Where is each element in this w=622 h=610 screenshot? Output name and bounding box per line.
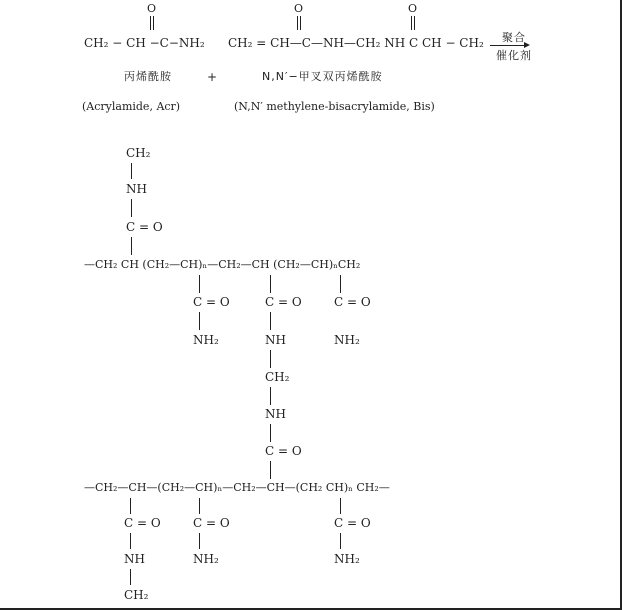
bond-line — [130, 498, 131, 514]
bond-line — [270, 312, 271, 330]
bridge-nh: NH — [265, 407, 286, 421]
lower-amine-c: NH₂ — [334, 552, 360, 566]
bond-line — [340, 275, 341, 293]
upper-amide-carbonyl-a: C = O — [193, 295, 230, 309]
bis-carbonyl-oxygen-left: O — [294, 2, 304, 15]
acr-double-bond-line — [150, 16, 151, 30]
acrylamide-formula: CH₂ − CH −C−NH₂ — [84, 36, 205, 50]
bond-line — [130, 569, 131, 585]
bis-double-bond-line — [300, 16, 301, 30]
bond-line — [199, 312, 200, 330]
upper-imine-b: NH — [265, 333, 286, 347]
bridge-carbonyl: C = O — [265, 444, 302, 458]
bisacrylamide-formula: CH₂ = CH—C—NH—CH₂ NH C CH − CH₂ — [228, 36, 484, 50]
upper-amine-c: NH₂ — [334, 333, 360, 347]
reaction-condition-catalyst: 催化剂 — [496, 49, 532, 62]
lower-amide-carbonyl-b: C = O — [193, 516, 230, 530]
upper-amide-carbonyl-b: C = O — [265, 295, 302, 309]
lower-amide-carbonyl-a: C = O — [124, 516, 161, 530]
bond-line — [199, 533, 200, 549]
bond-line — [199, 275, 200, 293]
bond-line — [270, 387, 271, 405]
top-crosslink-ch2: CH₂ — [126, 146, 151, 160]
bond-line — [270, 461, 271, 479]
bond-line — [131, 237, 132, 255]
bond-line — [199, 498, 200, 514]
bond-line — [340, 533, 341, 549]
acr-carbonyl-oxygen: O — [147, 2, 157, 15]
bisacrylamide-english-name: (N,N′ methylene-bisacrylamide, Bis) — [234, 100, 435, 113]
acrylamide-chinese-name: 丙烯酰胺 — [124, 70, 172, 83]
bisacrylamide-chinese-name: N,N′−甲叉双丙烯酰胺 — [262, 70, 383, 83]
top-crosslink-nh: NH — [126, 182, 147, 196]
bottom-crosslink-ch2: CH₂ — [124, 588, 149, 602]
bond-line — [270, 275, 271, 293]
bis-double-bond-line — [297, 16, 298, 30]
upper-amide-carbonyl-c: C = O — [334, 295, 371, 309]
reaction-condition-polymerization: 聚合 — [502, 31, 526, 44]
lower-imine-a: NH — [124, 552, 145, 566]
bond-line — [270, 424, 271, 442]
acrylamide-english-name: (Acrylamide, Acr) — [82, 100, 181, 113]
bond-line — [340, 498, 341, 514]
bond-line — [131, 163, 132, 179]
upper-amine-a: NH₂ — [193, 333, 219, 347]
lower-amide-carbonyl-c: C = O — [334, 516, 371, 530]
reaction-arrow-head — [524, 42, 530, 48]
bis-carbonyl-oxygen-right: O — [408, 2, 418, 15]
bond-line — [130, 533, 131, 549]
reaction-arrow-line — [490, 45, 526, 46]
bond-line — [270, 350, 271, 368]
top-crosslink-carbonyl: C = O — [126, 220, 163, 234]
bis-double-bond-line — [414, 16, 415, 30]
polymer-chain-lower: —CH₂—CH—(CH₂—CH)ₙ—CH₂—CH—(CH₂ CH)ₙ CH₂— — [84, 481, 390, 494]
bond-line — [131, 199, 132, 217]
acr-double-bond-line — [153, 16, 154, 30]
lower-amine-b: NH₂ — [193, 552, 219, 566]
plus-sign: + — [207, 70, 218, 84]
bis-double-bond-line — [411, 16, 412, 30]
polymer-chain-upper: —CH₂ CH (CH₂—CH)ₙ—CH₂—CH (CH₂—CH)ₙCH₂ — [84, 258, 361, 271]
bridge-ch2: CH₂ — [265, 370, 290, 384]
